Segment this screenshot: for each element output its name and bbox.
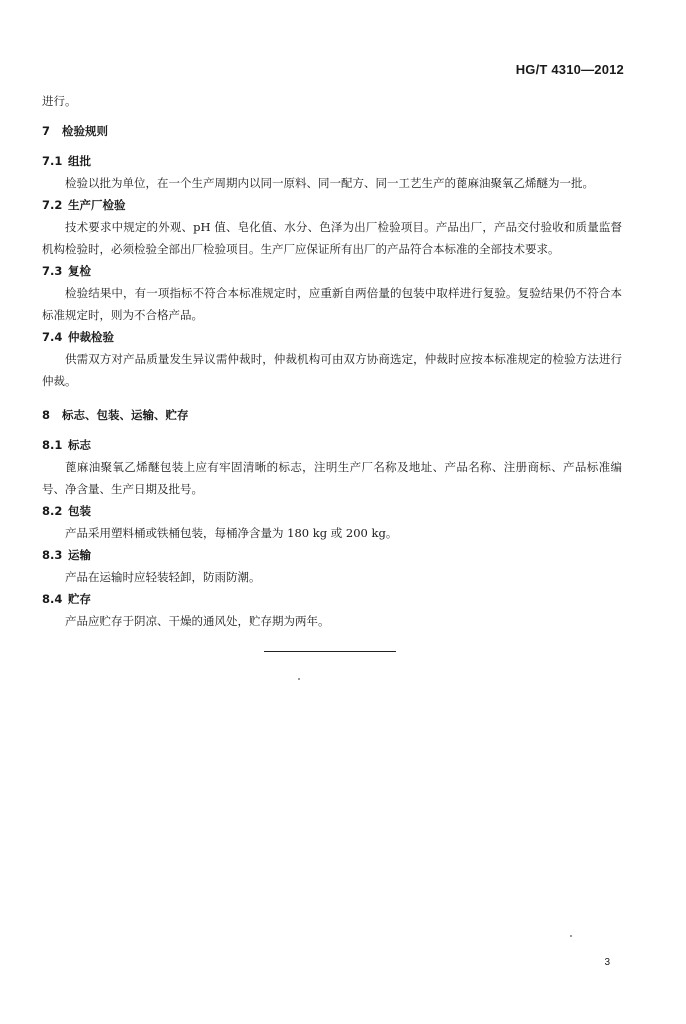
section-8-2-text: 产品采用塑料桶或铁桶包装，每桶净含量为 180 kg 或 200 kg。	[65, 526, 398, 540]
carry-over-text: 进行。	[42, 94, 77, 108]
section-number: 8	[42, 408, 51, 422]
section-number: 8.1	[42, 438, 63, 452]
scan-speck	[570, 935, 572, 937]
section-8-1-text: 蓖麻油聚氧乙烯醚包装上应有牢固清晰的标志，注明生产厂名称及地址、产品名称、注册商标、产品标准编号、净含量、生产日期及批号。	[42, 460, 622, 496]
section-7-4-heading	[42, 326, 622, 348]
document-code: HG/T 4310—2012	[515, 62, 624, 77]
section-number: 7.4	[42, 330, 63, 344]
section-8-4-heading	[42, 588, 622, 610]
section-number: 8.2	[42, 504, 63, 518]
section-title: 组批	[68, 154, 91, 168]
section-title: 仲裁检验	[68, 330, 114, 344]
section-8-3-heading	[42, 544, 622, 566]
section-title: 运输	[68, 548, 91, 562]
section-7-1-heading	[42, 150, 622, 172]
section-title: 包装	[68, 504, 91, 518]
section-number: 8.4	[42, 592, 63, 606]
scan-speck	[298, 678, 300, 680]
section-7-heading	[42, 120, 622, 142]
section-number: 7.3	[42, 264, 63, 278]
section-8-heading	[42, 404, 622, 426]
page-number: 3	[604, 957, 610, 968]
section-7-2-text: 技术要求中规定的外观、pH 值、皂化值、水分、色泽为出厂检验项目。产品出厂，产品交付验收和质量监督机构检验时，必须检验全部出厂检验项目。生产厂应保证所有出厂的产品符合本标准的全部技术要求。	[42, 220, 622, 256]
section-title: 标志、包装、运输、贮存	[62, 408, 189, 422]
section-number: 8.3	[42, 548, 63, 562]
section-7-3-text: 检验结果中，有一项指标不符合本标准规定时，应重新自两倍量的包装中取样进行复验。复验结果仍不符合本标准规定时，则为不合格产品。	[42, 286, 622, 322]
section-8-3-text: 产品在运输时应轻装轻卸，防雨防潮。	[65, 570, 261, 584]
document-body	[42, 90, 622, 632]
section-title: 生产厂检验	[68, 198, 126, 212]
section-7-4-text: 供需双方对产品质量发生异议需仲裁时，仲裁机构可由双方协商选定，仲裁时应按本标准规定的检验方法进行仲裁。	[42, 352, 622, 388]
section-7-1-text: 检验以批为单位，在一个生产周期内以同一原料、同一配方、同一工艺生产的蓖麻油聚氧乙烯醚为一批。	[65, 176, 594, 190]
section-title: 检验规则	[62, 124, 108, 138]
section-number: 7	[42, 124, 51, 138]
section-title: 贮存	[68, 592, 91, 606]
section-title: 复检	[68, 264, 91, 278]
section-7-3-heading	[42, 260, 622, 282]
section-8-4-text: 产品应贮存于阴凉、干燥的通风处，贮存期为两年。	[65, 614, 330, 628]
section-title: 标志	[68, 438, 91, 452]
section-number: 7.1	[42, 154, 63, 168]
section-number: 7.2	[42, 198, 63, 212]
section-8-2-heading	[42, 500, 622, 522]
section-7-2-heading	[42, 194, 622, 216]
section-8-1-heading	[42, 434, 622, 456]
end-rule	[264, 651, 396, 652]
